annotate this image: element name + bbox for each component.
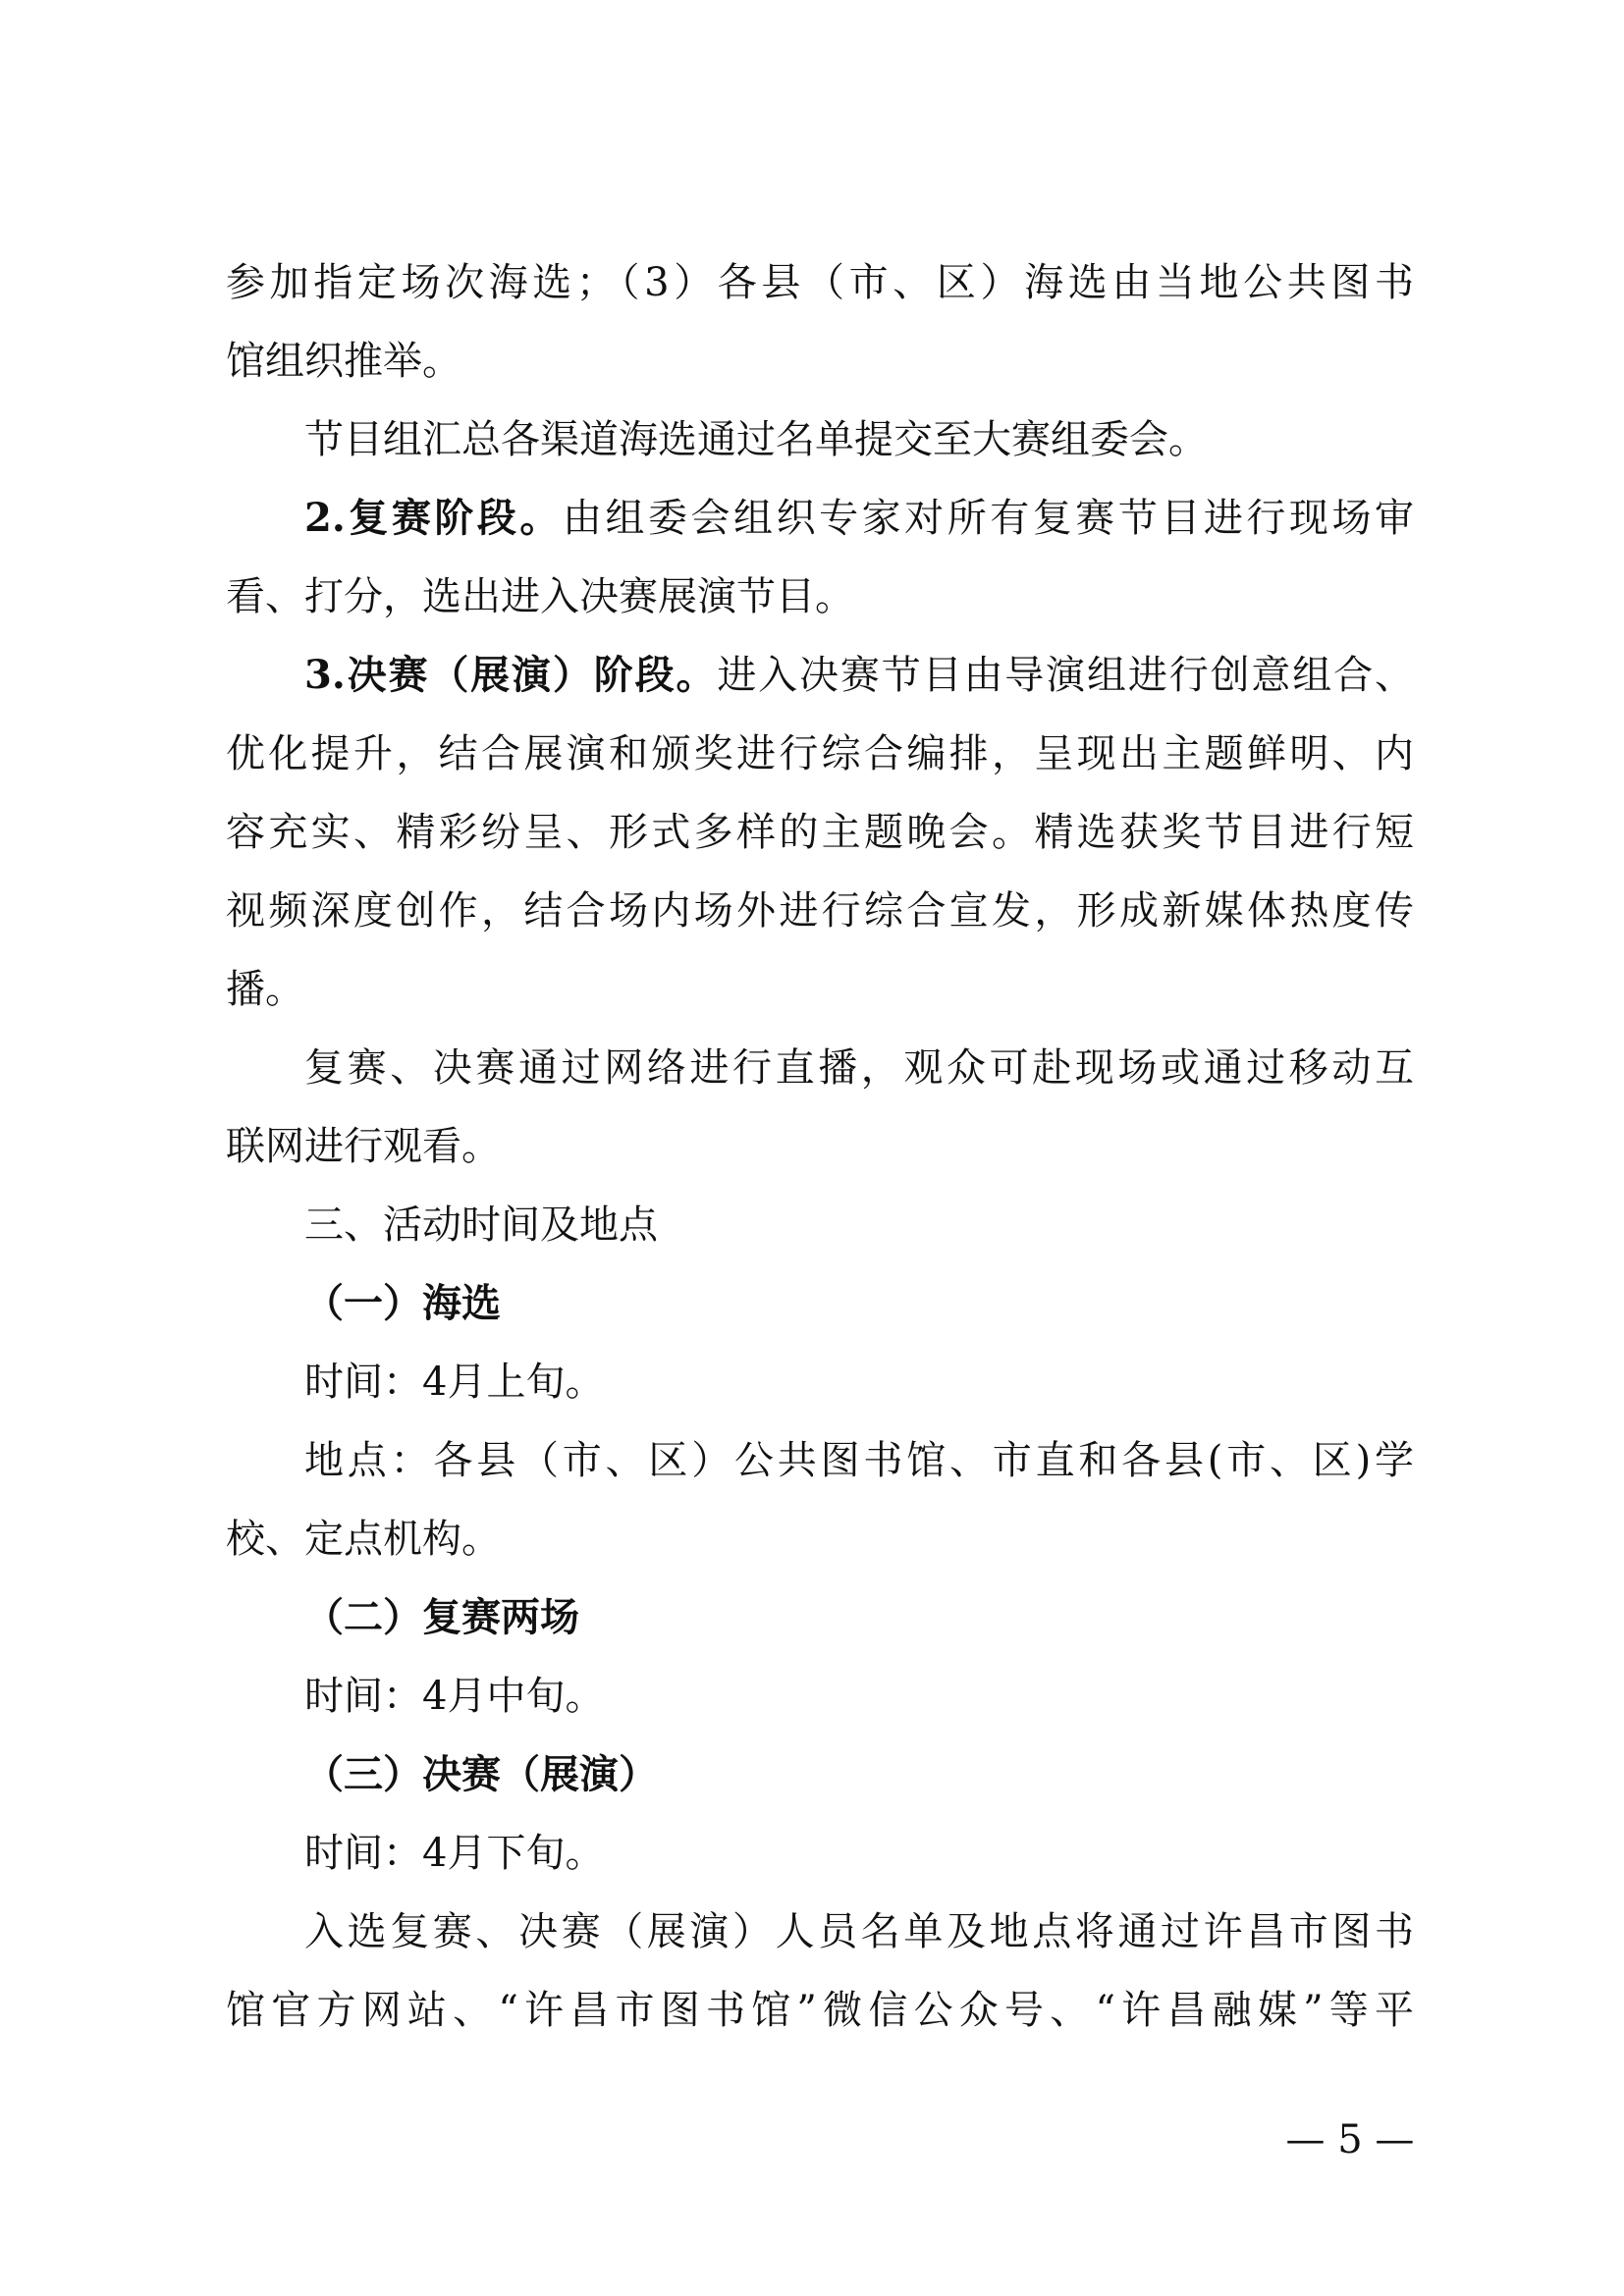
paragraph-line: 入选复赛、决赛（展演）人员名单及地点将通过许昌市图书 xyxy=(304,1909,1414,1954)
paragraph-line: 视频深度创作，结合场内场外进行综合宣发，形成新媒体热度传 xyxy=(226,888,1414,934)
paragraph-line: 联网进行观看。 xyxy=(226,1124,501,1169)
paragraph-line: 地点：各县（市、区）公共图书馆、市直和各县(市、区)学 xyxy=(304,1438,1414,1483)
subsection-heading: （三）决赛（展演） xyxy=(304,1751,658,1797)
paragraph-line: 参加指定场次海选；（3）各县（市、区）海选由当地公共图书 xyxy=(226,260,1414,305)
paragraph-line: 复赛、决赛通过网络进行直播，观众可赴现场或通过移动互 xyxy=(304,1045,1414,1091)
paragraph-line: 馆组织推举。 xyxy=(226,339,461,384)
item-text: 进入决赛节目由导演组进行创意组合、 xyxy=(717,653,1414,698)
paragraph-line: 时间：4月中旬。 xyxy=(304,1674,605,1719)
paragraph-line: 馆官方网站、“许昌市图书馆”微信公众号、“许昌融媒”等平 xyxy=(226,1988,1414,2033)
paragraph-line: 优化提升，结合展演和颁奖进行综合编排，呈现出主题鲜明、内 xyxy=(226,731,1414,776)
paragraph-line: 节目组汇总各渠道海选通过名单提交至大赛组委会。 xyxy=(304,417,1208,462)
item-lead-semifinal: 2.复赛阶段。 xyxy=(304,495,563,541)
paragraph-line: 看、打分，选出进入决赛展演节目。 xyxy=(226,574,854,619)
paragraph-line: 时间：4月上旬。 xyxy=(304,1360,605,1405)
paragraph-line xyxy=(304,651,1414,700)
subsection-heading: （一）海选 xyxy=(304,1280,501,1326)
paragraph-line: 容充实、精彩纷呈、形式多样的主题晚会。精选获奖节目进行短 xyxy=(226,810,1414,855)
paragraph-line: 播。 xyxy=(226,967,304,1012)
section-heading: 三、活动时间及地点 xyxy=(304,1202,658,1248)
paragraph-line: 时间：4月下旬。 xyxy=(304,1831,605,1876)
paragraph-line xyxy=(304,494,1414,543)
page-number: — 5 — xyxy=(1285,2117,1415,2163)
subsection-heading: （二）复赛两场 xyxy=(304,1594,579,1640)
paragraph-line: 校、定点机构。 xyxy=(226,1517,501,1562)
item-lead-final: 3.决赛（展演）阶段。 xyxy=(304,652,718,698)
item-text: 由组委会组织专家对所有复赛节目进行现场审 xyxy=(562,496,1414,541)
